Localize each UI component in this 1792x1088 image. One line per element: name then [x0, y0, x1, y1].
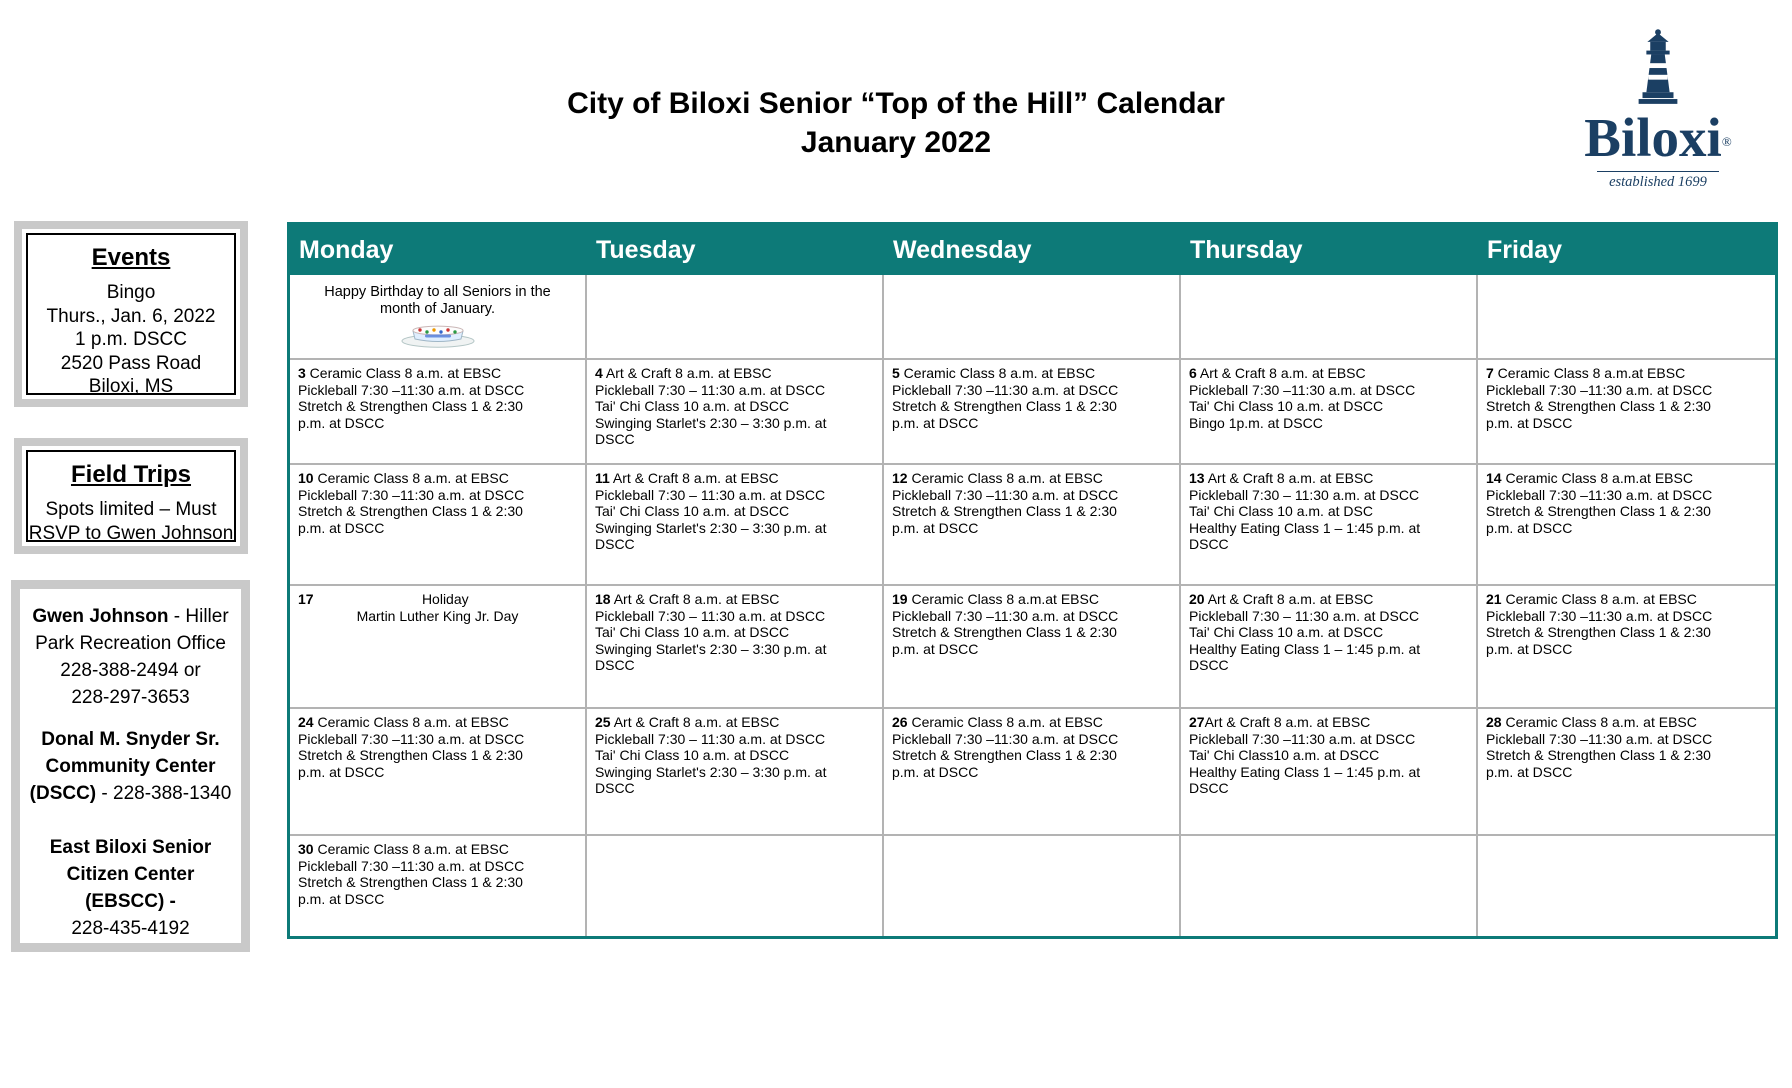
- event-line: Pickleball 7:30 –11:30 a.m. at DSCC: [1189, 381, 1416, 398]
- day-number: 20: [1189, 591, 1205, 607]
- event-line: Stretch & Strengthen Class 1 & 2:30: [892, 398, 1117, 414]
- event-line: Tai' Chi Class10 a.m. at DSCC: [1189, 747, 1380, 763]
- event-line: Pickleball 7:30 –11:30 a.m. at DSCC: [892, 381, 1119, 398]
- event-line: DSCC: [595, 657, 635, 673]
- event-line: 13 Art & Craft 8 a.m. at EBSC: [1189, 470, 1374, 486]
- calendar-cell: [1181, 275, 1478, 360]
- box-line: 2520 Pass Road: [60, 352, 202, 374]
- calendar-day-headers: [290, 225, 1775, 275]
- event-line: p.m. at DSCC: [298, 763, 385, 780]
- event-line: DSCC: [595, 536, 635, 552]
- event-line: Stretch & Strengthen Class 1 & 2:30: [1486, 398, 1711, 414]
- title-line-2: January 2022: [800, 126, 992, 159]
- event-line: Pickleball 7:30 – 11:30 a.m. at DSCC: [595, 730, 826, 747]
- day-number: 25: [595, 714, 611, 730]
- event-line: 18 Art & Craft 8 a.m. at EBSC: [595, 591, 780, 607]
- day-number: 4: [595, 365, 603, 381]
- day-header-wednesday: Wednesday: [893, 235, 1032, 264]
- event-line: Pickleball 7:30 –11:30 a.m. at DSCC: [298, 730, 525, 747]
- contact-box: [11, 580, 250, 952]
- event-line: 26 Ceramic Class 8 a.m. at EBSC: [892, 714, 1103, 730]
- contact-line: 228-388-2494 or: [60, 660, 201, 681]
- day-number: 5: [892, 365, 900, 381]
- event-line: p.m. at DSCC: [1486, 519, 1573, 536]
- calendar-cell-day-14: [1478, 465, 1775, 586]
- calendar-cell-day-18: [587, 586, 884, 709]
- events-box-inner: [26, 233, 236, 395]
- day-header-friday: Friday: [1487, 235, 1563, 264]
- calendar-cell: [1181, 836, 1478, 936]
- day-number: 28: [1486, 714, 1502, 730]
- event-line: 20 Art & Craft 8 a.m. at EBSC: [1189, 591, 1374, 607]
- event-line: DSCC: [1189, 536, 1229, 552]
- event-line: p.m. at DSCC: [1486, 763, 1573, 780]
- event-line: Stretch & Strengthen Class 1 & 2:30: [1486, 624, 1711, 640]
- event-line: Pickleball 7:30 – 11:30 a.m. at DSCC: [595, 381, 826, 398]
- event-line: Tai' Chi Class 10 a.m. at DSCC: [595, 503, 790, 519]
- events-box-lines: [28, 281, 234, 399]
- day-number: 10: [298, 470, 314, 486]
- event-line: DSCC: [1189, 657, 1229, 673]
- event-line: 10 Ceramic Class 8 a.m. at EBSC: [298, 470, 509, 486]
- day-number: 6: [1189, 365, 1197, 381]
- calendar-cell-day-24: [290, 709, 587, 836]
- contact-line: Gwen Johnson - Hiller: [32, 606, 229, 627]
- holiday-line: [298, 591, 577, 608]
- event-line: Stretch & Strengthen Class 1 & 2:30: [892, 624, 1117, 640]
- event-line: Pickleball 7:30 –11:30 a.m. at DSCC: [298, 381, 525, 398]
- day-number: 11: [595, 470, 610, 486]
- event-line: Tai' Chi Class 10 a.m. at DSC: [1189, 503, 1373, 519]
- event-line: DSCC: [595, 431, 635, 447]
- contact-line: Community Center: [45, 756, 216, 777]
- calendar: [287, 222, 1778, 939]
- calendar-cell-day-17: [290, 586, 587, 709]
- event-line: p.m. at DSCC: [298, 890, 385, 907]
- calendar-cell: [1478, 275, 1775, 360]
- event-line: Tai' Chi Class 10 a.m. at DSCC: [1189, 398, 1384, 414]
- calendar-cell-day-4: [587, 360, 884, 465]
- registered-mark: ®: [1721, 134, 1732, 149]
- biloxi-logo: [1548, 28, 1768, 191]
- lighthouse-icon: [1627, 28, 1689, 110]
- calendar-cell-day-10: [290, 465, 587, 586]
- events-box-title: Events: [91, 244, 171, 271]
- event-line: Healthy Eating Class 1 – 1:45 p.m. at: [1189, 519, 1421, 536]
- calendar-cell: [587, 275, 884, 360]
- calendar-cell-day-6: [1181, 360, 1478, 465]
- calendar-cell-day-11: [587, 465, 884, 586]
- event-line: p.m. at DSCC: [892, 519, 979, 536]
- event-line: 24 Ceramic Class 8 a.m. at EBSC: [298, 714, 509, 730]
- event-line: 30 Ceramic Class 8 a.m. at EBSC: [298, 841, 509, 857]
- event-line: DSCC: [595, 780, 635, 796]
- calendar-cell-day-26: [884, 709, 1181, 836]
- calendar-cell-day-21: [1478, 586, 1775, 709]
- event-line: Pickleball 7:30 –11:30 a.m. at DSCC: [1486, 381, 1713, 398]
- events-box: [14, 221, 248, 407]
- calendar-cell: [1478, 836, 1775, 936]
- contact-line: 228-297-3653: [71, 687, 190, 708]
- contact-line: (EBSCC) -: [85, 891, 176, 912]
- calendar-cell-day-5: [884, 360, 1181, 465]
- event-line: Pickleball 7:30 –11:30 a.m. at DSCC: [298, 486, 525, 503]
- day-number: 30: [298, 841, 314, 857]
- day-header-thursday: Thursday: [1190, 235, 1303, 264]
- holiday-name: Martin Luther King Jr. Day: [356, 607, 519, 624]
- event-line: Bingo 1p.m. at DSCC: [1189, 414, 1323, 431]
- event-line: Stretch & Strengthen Class 1 & 2:30: [298, 747, 523, 763]
- contact-group: [22, 603, 239, 711]
- event-line: p.m. at DSCC: [892, 763, 979, 780]
- event-line: p.m. at DSCC: [298, 519, 385, 536]
- event-line: Stretch & Strengthen Class 1 & 2:30: [1486, 747, 1711, 763]
- event-line: Healthy Eating Class 1 – 1:45 p.m. at: [1189, 763, 1421, 780]
- day-number: 13: [1189, 470, 1205, 486]
- field-trips-box-inner: [26, 450, 236, 542]
- event-line: p.m. at DSCC: [298, 414, 385, 431]
- event-line: p.m. at DSCC: [1486, 640, 1573, 657]
- event-line: Swinging Starlet's 2:30 – 3:30 p.m. at: [595, 414, 827, 431]
- calendar-cell-day-12: [884, 465, 1181, 586]
- event-line: p.m. at DSCC: [892, 414, 979, 431]
- event-line: Pickleball 7:30 –11:30 a.m. at DSCC: [1189, 730, 1416, 747]
- day-header-tuesday: Tuesday: [596, 235, 696, 264]
- box-line: Bingo: [106, 282, 156, 303]
- logo-wordmark: Biloxi®: [1584, 107, 1732, 168]
- event-line: p.m. at DSCC: [1486, 414, 1573, 431]
- event-line: Swinging Starlet's 2:30 – 3:30 p.m. at: [595, 519, 827, 536]
- event-line: Pickleball 7:30 –11:30 a.m. at DSCC: [298, 857, 525, 874]
- calendar-cell-day-19: [884, 586, 1181, 709]
- field-trips-box: [14, 438, 248, 554]
- contact-line: Donal M. Snyder Sr.: [41, 729, 220, 750]
- event-line: Stretch & Strengthen Class 1 & 2:30: [298, 398, 523, 414]
- day-number: 27: [1189, 714, 1205, 730]
- contact-groups: [22, 603, 239, 942]
- event-line: Tai' Chi Class 10 a.m. at DSCC: [595, 624, 790, 640]
- title-line-1: City of Biloxi Senior “Top of the Hill” Calendar: [567, 87, 1225, 120]
- event-line: Pickleball 7:30 –11:30 a.m. at DSCC: [1486, 607, 1713, 624]
- event-line: 5 Ceramic Class 8 a.m. at EBSC: [892, 365, 1096, 381]
- calendar-cell: [884, 275, 1181, 360]
- event-line: Stretch & Strengthen Class 1 & 2:30: [298, 874, 523, 890]
- event-line: Pickleball 7:30 – 11:30 a.m. at DSCC: [1189, 607, 1420, 624]
- event-line: Tai' Chi Class 10 a.m. at DSCC: [1189, 624, 1384, 640]
- event-line: 14 Ceramic Class 8 a.m.at EBSC: [1486, 470, 1693, 486]
- event-line: 12 Ceramic Class 8 a.m. at EBSC: [892, 470, 1103, 486]
- contact-line: (DSCC) - 228-388-1340: [29, 783, 232, 804]
- calendar-cell-day-7: [1478, 360, 1775, 465]
- day-header-monday: Monday: [299, 235, 394, 264]
- event-line: Pickleball 7:30 –11:30 a.m. at DSCC: [1486, 486, 1713, 503]
- box-line: Thurs., Jan. 6, 2022: [46, 305, 216, 327]
- calendar-cell: [884, 836, 1181, 936]
- contact-group: [22, 834, 239, 942]
- contact-line: East Biloxi Senior: [49, 837, 212, 858]
- calendar-cell-day-30: [290, 836, 587, 936]
- day-number: 19: [892, 591, 908, 607]
- day-number: 18: [595, 591, 611, 607]
- event-line: Swinging Starlet's 2:30 – 3:30 p.m. at: [595, 763, 827, 780]
- event-line: DSCC: [1189, 780, 1229, 796]
- day-number: 14: [1486, 470, 1502, 486]
- event-line: Pickleball 7:30 – 11:30 a.m. at DSCC: [1189, 486, 1420, 503]
- event-line: p.m. at DSCC: [892, 640, 979, 657]
- event-line: 4 Art & Craft 8 a.m. at EBSC: [595, 365, 772, 381]
- event-line: 21 Ceramic Class 8 a.m. at EBSC: [1486, 591, 1697, 607]
- event-line: 11 Art & Craft 8 a.m. at EBSC: [595, 470, 779, 486]
- event-line: 28 Ceramic Class 8 a.m. at EBSC: [1486, 714, 1697, 730]
- event-line: 3 Ceramic Class 8 a.m. at EBSC: [298, 365, 502, 381]
- day-number: 26: [892, 714, 908, 730]
- contact-line: Park Recreation Office: [35, 633, 226, 654]
- calendar-cell-day-25: [587, 709, 884, 836]
- event-line: Stretch & Strengthen Class 1 & 2:30: [892, 503, 1117, 519]
- event-line: Stretch & Strengthen Class 1 & 2:30: [298, 503, 523, 519]
- page-title: [446, 84, 1346, 162]
- event-line: 25 Art & Craft 8 a.m. at EBSC: [595, 714, 780, 730]
- event-line: Pickleball 7:30 –11:30 a.m. at DSCC: [892, 486, 1119, 503]
- calendar-cell-day-13: [1181, 465, 1478, 586]
- event-line: Tai' Chi Class 10 a.m. at DSCC: [595, 398, 790, 414]
- event-line: Pickleball 7:30 –11:30 a.m. at DSCC: [892, 730, 1119, 747]
- box-line: Biloxi, MS: [88, 376, 174, 397]
- banner-line: month of January.: [380, 301, 495, 317]
- holiday-label: Holiday: [421, 591, 469, 607]
- day-number: 3: [298, 365, 306, 381]
- calendar-cell-day-28: [1478, 709, 1775, 836]
- event-line: Healthy Eating Class 1 – 1:45 p.m. at: [1189, 640, 1421, 657]
- field-trips-box-lines: [28, 498, 234, 545]
- event-line: 27Art & Craft 8 a.m. at EBSC: [1189, 714, 1371, 730]
- day-number: 24: [298, 714, 314, 730]
- day-number: 12: [892, 470, 908, 486]
- calendar-cell-day-3: [290, 360, 587, 465]
- event-line: Swinging Starlet's 2:30 – 3:30 p.m. at: [595, 640, 827, 657]
- event-line: Pickleball 7:30 –11:30 a.m. at DSCC: [892, 607, 1119, 624]
- logo-tagline: established 1699: [1597, 171, 1719, 191]
- calendar-cell: [290, 275, 587, 360]
- birthday-cake-icon: [399, 322, 477, 348]
- contact-line: Citizen Center: [66, 864, 195, 885]
- event-line: Pickleball 7:30 – 11:30 a.m. at DSCC: [595, 607, 826, 624]
- banner-line: Happy Birthday to all Seniors in the: [324, 284, 551, 300]
- contact-group: [22, 726, 239, 807]
- calendar-cell-day-27: [1181, 709, 1478, 836]
- event-line: 7 Ceramic Class 8 a.m.at EBSC: [1486, 365, 1686, 381]
- box-line: Spots limited – Must: [45, 499, 217, 520]
- event-line: Stretch & Strengthen Class 1 & 2:30: [1486, 503, 1711, 519]
- box-line: RSVP to Gwen Johnson: [28, 522, 234, 544]
- calendar-cell: [587, 836, 884, 936]
- event-line: Tai' Chi Class 10 a.m. at DSCC: [595, 747, 790, 763]
- contact-line: 228-435-4192: [71, 918, 190, 939]
- event-line: Pickleball 7:30 – 11:30 a.m. at DSCC: [595, 486, 826, 503]
- day-number: 21: [1486, 591, 1502, 607]
- calendar-cell-day-20: [1181, 586, 1478, 709]
- day-number: 17: [298, 591, 314, 607]
- box-line: 1 p.m. DSCC: [75, 329, 187, 350]
- event-line: 6 Art & Craft 8 a.m. at EBSC: [1189, 365, 1366, 381]
- event-line: Pickleball 7:30 –11:30 a.m. at DSCC: [1486, 730, 1713, 747]
- day-number: 7: [1486, 365, 1494, 381]
- field-trips-box-title: Field Trips: [70, 461, 192, 488]
- calendar-body: [290, 275, 1775, 936]
- event-line: 19 Ceramic Class 8 a.m.at EBSC: [892, 591, 1099, 607]
- event-line: Stretch & Strengthen Class 1 & 2:30: [892, 747, 1117, 763]
